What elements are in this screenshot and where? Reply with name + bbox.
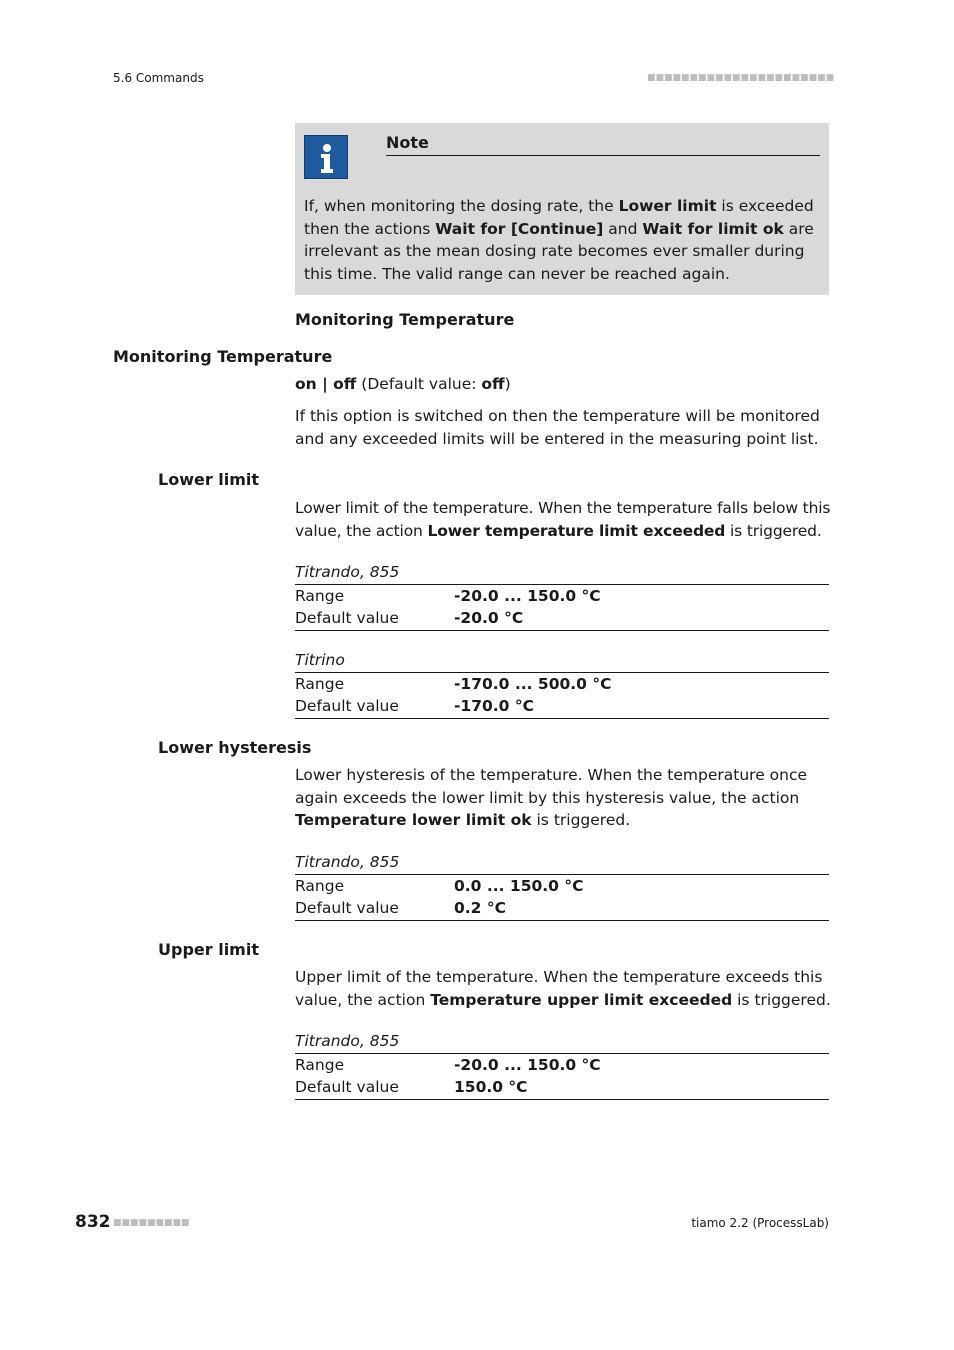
spec-value: -170.0 °C — [454, 697, 534, 715]
info-icon — [304, 135, 348, 179]
note-divider — [386, 155, 820, 156]
spec-value: -20.0 ... 150.0 °C — [454, 587, 601, 605]
spec-key: Default value — [295, 899, 399, 917]
spec-key: Default value — [295, 697, 399, 715]
spec-table-row — [295, 897, 829, 919]
param-description-lower-hysteresis: Lower hysteresis of the temperature. When the temperature once again exceeds the lower limit by this hysteresis value, the action Temperature lower limit ok is triggered. — [295, 766, 808, 829]
param-label-monitoring: Monitoring Temperature — [113, 347, 333, 366]
param-values-monitoring: on | off (Default value: off) — [295, 375, 511, 393]
spec-key: Range — [295, 587, 345, 605]
spec-table-lower-limit-titrando — [295, 561, 829, 631]
param-label-upper-limit: Upper limit — [158, 940, 259, 959]
spec-table-row — [295, 695, 829, 717]
spec-table-upper-limit-titrando — [295, 1030, 829, 1100]
spec-table-row — [295, 1054, 829, 1076]
param-description-monitoring: If this option is switched on then the temperature will be monitored and any exceeded limits will be entered in the measuring point list. — [295, 407, 820, 448]
spec-key: Range — [295, 877, 345, 895]
spec-value: -20.0 ... 150.0 °C — [454, 1056, 601, 1074]
param-description-upper-limit: Upper limit of the temperature. When the temperature exceeds this value, the action Temperature upper limit exceeded is triggered. — [295, 968, 831, 1009]
spec-table-lower-hysteresis-titrando — [295, 851, 829, 921]
spec-key: Range — [295, 1056, 345, 1074]
spec-table-caption: Titrando, 855 — [295, 561, 829, 585]
note-text: If, when monitoring the dosing rate, the Lower limit is exceeded then the actions Wait for [Continue] and Wait for limit ok are irrelevant as the mean dosing rate becomes ever smaller during this time. The valid range can never be reached again. — [304, 197, 814, 283]
param-description-lower-limit: Lower limit of the temperature. When the temperature falls below this value, the action Lower temperature limit exceeded is triggered. — [295, 499, 831, 540]
spec-table-row — [295, 585, 829, 607]
running-header-section: 5.6 Commands — [113, 71, 204, 85]
spec-table-lower-limit-titrino — [295, 649, 829, 719]
spec-value: 0.0 ... 150.0 °C — [454, 877, 584, 895]
spec-value: 0.2 °C — [454, 899, 506, 917]
spec-value: -170.0 ... 500.0 °C — [454, 675, 612, 693]
spec-table-row — [295, 1076, 829, 1098]
spec-key: Range — [295, 675, 345, 693]
spec-table-rule — [295, 919, 829, 921]
spec-table-caption: Titrando, 855 — [295, 851, 829, 875]
spec-value: 150.0 °C — [454, 1078, 528, 1096]
spec-table-caption: Titrando, 855 — [295, 1030, 829, 1054]
spec-table-row — [295, 673, 829, 695]
note-title: Note — [386, 133, 429, 152]
spec-table-caption: Titrino — [295, 649, 829, 673]
page-number: 832 — [75, 1212, 111, 1232]
spec-key: Default value — [295, 1078, 399, 1096]
spec-key: Default value — [295, 609, 399, 627]
spec-table-rule — [295, 717, 829, 719]
spec-table-row — [295, 875, 829, 897]
subheading: Monitoring Temperature — [295, 310, 515, 329]
spec-table-row — [295, 607, 829, 629]
param-label-lower-limit: Lower limit — [158, 470, 260, 489]
spec-table-rule — [295, 629, 829, 631]
spec-table-rule — [295, 1098, 829, 1100]
param-label-lower-hysteresis: Lower hysteresis — [158, 738, 312, 757]
footer-marker: ■■■■■■■■■ — [113, 1218, 190, 1228]
running-header-marker: ■■■■■■■■■■■■■■■■■■■■■■ — [647, 73, 835, 83]
footer-product: tiamo 2.2 (ProcessLab) — [691, 1216, 829, 1230]
spec-value: -20.0 °C — [454, 609, 524, 627]
